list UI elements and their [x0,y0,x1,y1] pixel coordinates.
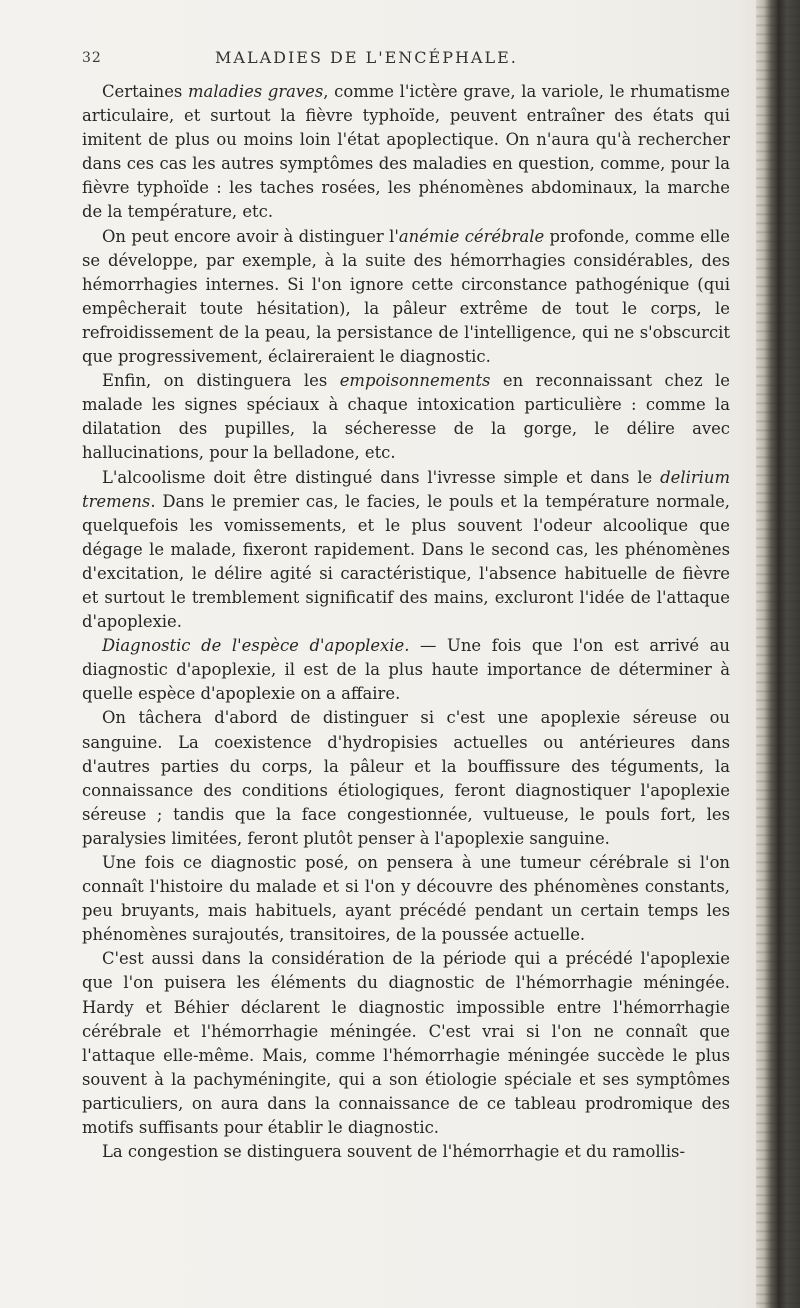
emphasis: anémie cérébrale [398,226,545,246]
emphasis: maladies graves [188,82,324,101]
paragraph: Une fois ce diagnostic posé, on pensera à une tumeur cérébrale si l'on connaît l'histoire du malade et si l'on y découvre des phénomènes constants, peu bruyants, mais habituels, ayant précédé pendant un certain temps les phénomènes surajoutés, transitoires, de la poussée actuelle. [82,853,730,945]
paragraph: Diagnostic de l'espèce d'apoplexie. — Une fois que l'on est arrivé au diagnostic d'apoplexie, il est de la plus haute importance de déterminer à quelle espèce d'apoplexie on a affaire. [82,636,730,704]
paragraph: Certaines maladies graves, comme l'ictère grave, la variole, le rhumatisme articulaire, et surtout la fièvre typhoïde, peuvent entraîner des états qui imitent de plus ou moins loin l'état apoplectique. On n'aura qu'à rechercher dans ces cas les autres symptômes des maladies en question, comme, pour la fièvre typhoïde : les taches rosées, les phénomènes abdominaux, la marche de la température, etc. [82,82,730,222]
paragraph: La congestion se distinguera souvent de l'hémorrhagie et du ramollis- [102,1142,686,1162]
body-text [82,80,730,1164]
section-heading-italic: Diagnostic de l'espèce d'apoplexie. [102,636,410,656]
running-title: MALADIES DE L'ENCÉPHALE. [215,48,518,67]
emphasis: delirium tremens [82,467,730,511]
paragraph: L'alcoolisme doit être distingué dans l'ivresse simple et dans le delirium tremens. Dans le premier cas, le facies, le pouls et la température normale, quelquefois les vomissements, et le plus souvent l'odeur alcoolique que dégage le malade, fixeront rapidement. Dans le second cas, les phénomènes d'excitation, le délire agité si caractéristique, l'absence habituelle de fièvre et surtout le tremblement significatif des mains, excluront l'idée de l'attaque d'apoplexie. [82,467,730,632]
paragraph: On tâchera d'abord de distinguer si c'est une apoplexie séreuse ou sanguine. La coexistence d'hydropisies actuelles ou antérieures dans d'autres parties du corps, la pâleur et la bouffissure des téguments, la connaissance des conditions étiologiques, feront diagnostiquer l'apoplexie séreuse ; tandis que la face congestionnée, vultueuse, le pouls fort, les paralysies limitées, feront plutôt penser à l'apoplexie sanguine. [82,708,730,848]
paragraph: On peut encore avoir à distinguer l'anémie cérébrale profonde, comme elle se développe, par exemple, à la suite des hémorrhagies considérables, des hémorrhagies internes. Si l'on ignore cette circonstance pathogénique (qui empêcherait toute hésitation), la pâleur extrême de tout le corps, le refroidissement de la peau, la persistance de l'intelligence, qui ne s'obscurcit que progressivement, éclaireraient le diagnostic. [82,226,730,367]
paragraph: C'est aussi dans la considération de la période qui a précédé l'apoplexie que l'on puisera les éléments du diagnostic de l'hémorrhagie méningée. Hardy et Béhier déclarent le diagnostic impossible entre l'hémorrhagie cérébrale et l'hémorrhagie méningée. C'est vrai si l'on ne connaît que l'attaque elle-même. Mais, comme l'hémorrhagie méningée succède le plus souvent à la pachyméningite, qui a son étiologie spéciale et ses symptômes particuliers, on aura dans la connaissance de ce tableau prodromique des motifs suffisants pour établir le diagnostic. [82,949,730,1138]
paragraph: Enfin, on distinguera les empoisonnements en reconnaissant chez le malade les signes spéciaux à chaque intoxication particulière : comme la dilatation des pupilles, la sécheresse de la gorge, le délire avec hallucinations, pour la belladone, etc. [82,371,730,463]
page-number: 32 [82,50,102,66]
emphasis: empoisonnements [339,371,491,391]
book-binding-edge [756,0,800,1308]
